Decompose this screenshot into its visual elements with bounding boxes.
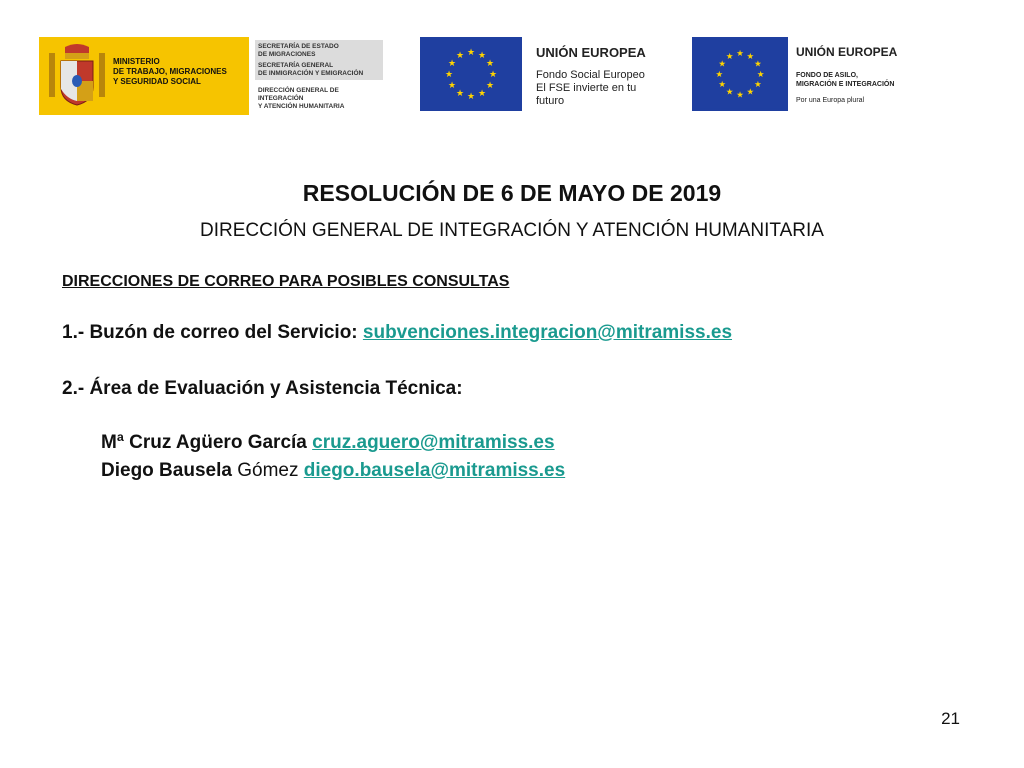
svg-text:★: ★ [447, 81, 457, 91]
spain-coat-of-arms-icon [49, 43, 105, 109]
header-logos [0, 37, 1024, 117]
contact2-surname: Gómez [237, 460, 304, 481]
secretaria-grey-box: SECRETARÍA DE ESTADO DE MIGRACIONES SECRETARÍA GENERAL DE INMIGRACIÓN Y EMIGRACIÓN [255, 40, 383, 80]
svg-text:★: ★ [455, 51, 465, 61]
page-subtitle: DIRECCIÓN GENERAL DE INTEGRACIÓN Y ATENCIÓN HUMANITARIA [200, 220, 824, 241]
contact-line-1 [101, 432, 555, 454]
section-heading: DIRECCIONES DE CORREO PARA POSIBLES CONSULTAS [62, 273, 510, 290]
svg-text:★: ★ [477, 51, 487, 61]
svg-text:★: ★ [746, 50, 755, 61]
contact1-email-link[interactable]: cruz.aguero@mitramiss.es [312, 432, 555, 453]
area-heading: 2.- Área de Evaluación y Asistencia Técnica: [62, 378, 463, 399]
buzon-email-link[interactable]: subvenciones.integracion@mitramiss.es [362, 322, 733, 343]
contact2-name: Diego Bausela [101, 460, 238, 481]
page-number: 21 [941, 709, 960, 728]
eu-flag-icon [692, 37, 788, 111]
svg-text:★: ★ [477, 89, 487, 99]
svg-text:★: ★ [754, 58, 762, 69]
direccion-general-label: DIRECCIÓN GENERAL DE INTEGRACIÓN Y ATENCIÓN HUMANITARIA [258, 87, 345, 110]
svg-text:★: ★ [754, 79, 762, 90]
svg-text:★: ★ [736, 48, 744, 59]
eu-fami-title: UNIÓN EUROPEA [796, 45, 898, 59]
svg-text:★: ★ [488, 70, 498, 80]
eu-fse-title: UNIÓN EUROPEA [536, 45, 646, 60]
svg-text:★: ★ [715, 68, 724, 79]
page-title: RESOLUCIÓN DE 6 DE MAYO DE 2019 [302, 180, 722, 206]
contact-line-2 [101, 460, 565, 482]
svg-text:★: ★ [756, 68, 765, 79]
svg-text:★: ★ [725, 86, 734, 97]
ministry-yellow-panel [39, 37, 249, 115]
svg-text:★: ★ [455, 89, 465, 99]
buzon-line [62, 322, 732, 344]
eu-fami-slogan: Por una Europa plural [796, 97, 865, 104]
svg-text:★: ★ [718, 79, 726, 90]
svg-text:★: ★ [746, 86, 755, 97]
contact2-email-link[interactable]: diego.bausela@mitramiss.es [303, 460, 566, 481]
svg-text:★: ★ [447, 59, 457, 69]
eu-fse-text: Fondo Social Europeo El FSE invierte en tu futuro [536, 69, 645, 107]
eu-fami-logo [692, 37, 912, 111]
contact1-name: Mª Cruz Agüero García [101, 432, 313, 453]
svg-text:★: ★ [485, 59, 495, 69]
svg-text:★: ★ [444, 70, 454, 80]
eu-fse-logo [420, 37, 660, 111]
secretaria-panel [249, 37, 385, 115]
svg-text:★: ★ [718, 58, 726, 69]
svg-text:★: ★ [725, 50, 734, 61]
svg-text:★: ★ [466, 92, 476, 102]
svg-text:★: ★ [736, 89, 744, 100]
ministry-name: MINISTERIO DE TRABAJO, MIGRACIONES Y SEGURIDAD SOCIAL [113, 57, 227, 86]
svg-text:★: ★ [466, 48, 476, 58]
eu-fami-fund-name: FONDO DE ASILO, MIGRACIÓN E INTEGRACIÓN [796, 72, 895, 88]
buzon-label: 1.- Buzón de correo del Servicio: [62, 322, 363, 343]
ministry-logo [39, 37, 385, 115]
svg-text:★: ★ [485, 81, 495, 91]
eu-flag-icon [420, 37, 522, 111]
